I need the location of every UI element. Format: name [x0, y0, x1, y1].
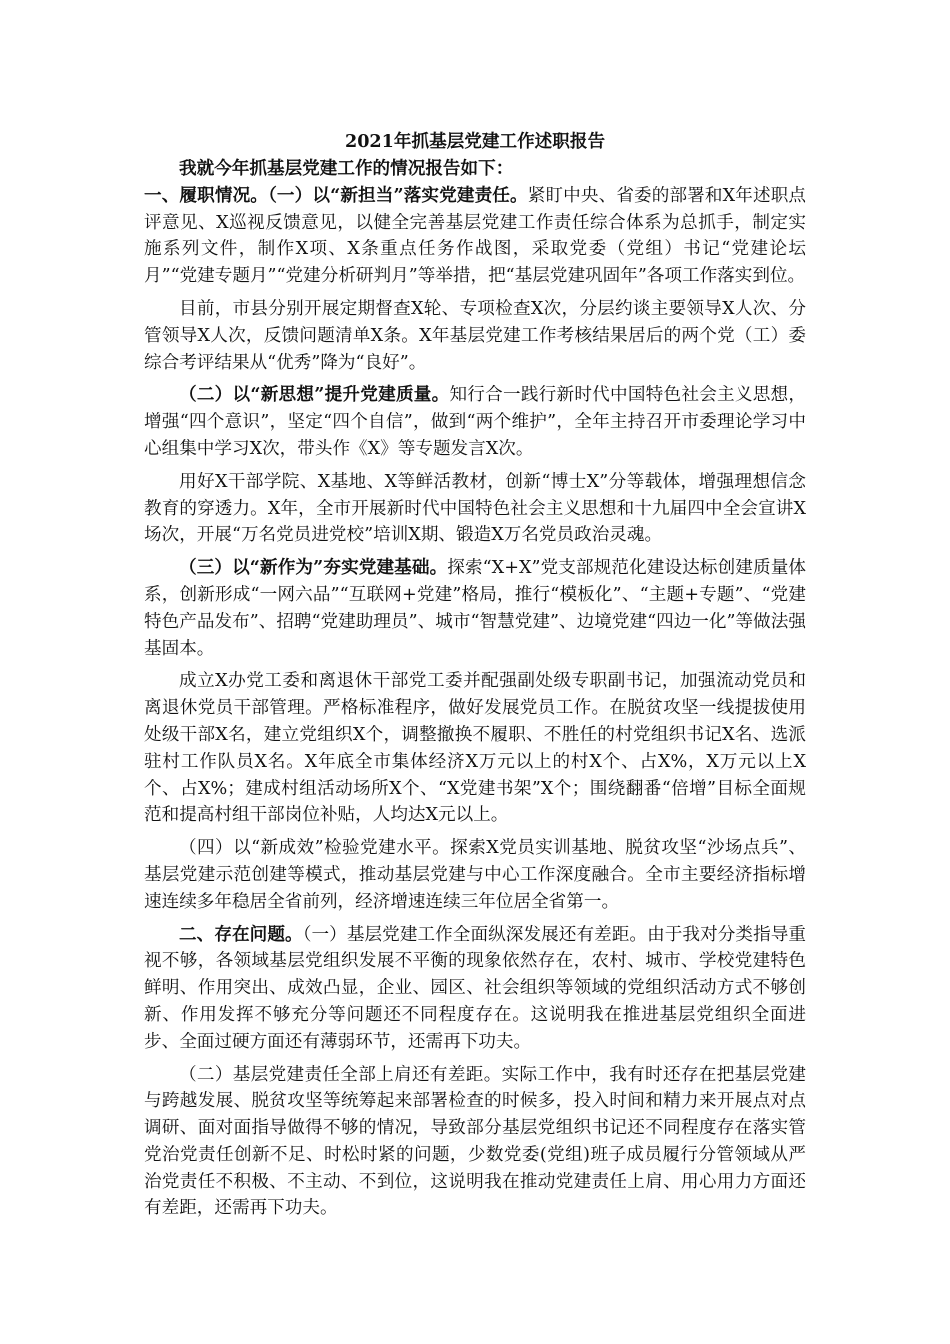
section-heading: （二）以“新思想”提升党建质量。	[179, 384, 450, 406]
section-heading: （三）以“新作为”夯实党建基础。	[179, 557, 448, 579]
paragraph-education: 用好X干部学院、X基地、X等鲜活教材，创新“博士X”分等载体，增强理想信念教育的穿透力。X年，全市开展新时代中国特色社会主义思想和十九届四中全会宣讲X场次，开展“万名党员进党校”培训X期、锻造X万名党员政治灵魂。	[144, 471, 806, 546]
paragraph-problems-2: （二）基层党建责任全部上肩还有差距。实际工作中，我有时还存在把基层党建与跨越发展、脱贫攻坚等统筹起来部署检查的时候多，投入时间和精力来开展点对点调研、面对面指导做得不够的情况，导致部分基层党组织书记还不同程度存在落实管党治党责任创新不足、时松时紧的问题，少数党委(党组)班子成员履行分管领域从严治党责任不积极、不主动、不到位，这说明我在推动党建责任上肩、用心用力方面还有差距，还需再下功夫。	[144, 1064, 806, 1219]
paragraph-text: 知行合一践行新时代中国特色社会主义思想，增强“四个意识”，坚定“四个自信”，做到“两个维护”，全年主持召开市委理论学习中心组集中学习X次，带头作《X》等专题发言X次。	[144, 385, 806, 459]
section-heading: 二、存在问题。	[179, 923, 303, 945]
paragraph-performance-4: （四）以“新成效”检验党建水平。探索X党员实训基地、脱贫攻坚“沙场点兵”、基层党建示范创建等模式，推动基层党建与中心工作深度融合。全市主要经济指标增速连续多年稳居全省前列，经济增速连续三年位居全省第一。	[144, 838, 806, 912]
document-title: 2021年抓基层党建工作述职报告	[344, 131, 606, 152]
paragraph-performance-3	[144, 555, 806, 662]
paragraph-performance-2	[144, 382, 806, 462]
document-page	[144, 128, 806, 1222]
paragraph-problems-1	[144, 922, 806, 1056]
paragraph-text: （一）基层党建工作全面纵深发展还有差距。由于我对分类指导重视不够，各领域基层党组织发展不平衡的现象依然存在，农村、城市、学校党建特色鲜明、作用突出、成效凸显，企业、园区、社会组织等领域的党组织活动方式不够创新、作用发挥不够充分等问题还不同程度存在。这说明我在推进基层党组织全面进步、全面过硬方面还有薄弱环节，还需再下功夫。	[144, 924, 806, 1052]
paragraph-text: 探索“X+X”党支部规范化建设达标创建质量体系，创新形成“一网六品”“互联网+党建”格局，推行“模板化”、“主题+专题”、“党建特色产品发布”、招聘“党建助理员”、城市“智慧党建”、边境党建“四边一化”等做法强基固本。	[144, 558, 806, 659]
section-heading: 一、履职情况。（一）以“新担当”落实党建责任。	[144, 184, 528, 206]
intro-line: 我就今年抓基层党建工作的情况报告如下：	[179, 158, 514, 179]
paragraph-text: 紧盯中央、省委的部署和X年述职点评意见、X巡视反馈意见，以健全完善基层党建工作责任综合体系为总抓手，制定实施系列文件，制作X项、X条重点任务作战图，采取党委（党组）书记“党建论坛月”“党建专题月”“党建分析研判月”等举措，把“基层党建巩固年”各项工作落实到位。	[144, 185, 806, 287]
paragraph-performance-1	[144, 183, 806, 290]
paragraph-organization: 成立X办党工委和离退休干部党工委并配强副处级专职副书记，加强流动党员和离退休党员干部管理。严格标准程序，做好发展党员工作。在脱贫攻坚一线提拔使用处级干部X名，建立党组织X个，调整撤换不履职、不胜任的村党组织书记X名、选派驻村工作队员X名。X年底全市集体经济X万元以上的村X个、占X%，X万元以上X个、占X%；建成村组活动场所X个、“X党建书架”X个；围绕翻番“倍增”目标全面规范和提高村组干部岗位补贴，人均达X元以上。	[144, 671, 806, 826]
paragraph-inspection: 目前，市县分别开展定期督查X轮、专项检查X次，分层约谈主要领导X人次、分管领导X人次，反馈问题清单X条。X年基层党建工作考核结果居后的两个党（工）委综合考评结果从“优秀”降为“良好”。	[144, 298, 806, 373]
